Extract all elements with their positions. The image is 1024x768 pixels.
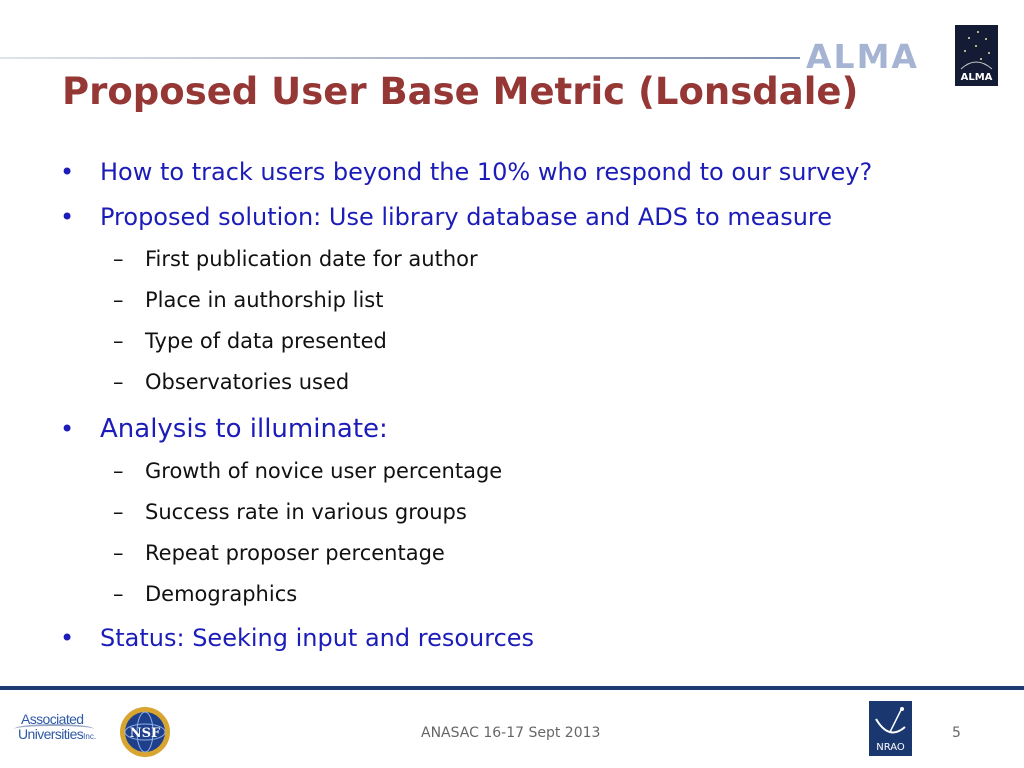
aui-logo-line2-text: Universities [18,726,84,742]
nsf-logo [119,706,171,758]
slide-title: Proposed User Base Metric (Lonsdale) [62,70,859,113]
footer-event-text: ANASAC 16-17 Sept 2013 [421,725,601,741]
sub-bullet-marker: – [113,329,124,353]
header-rule [0,57,800,59]
bullet-item [0,203,1024,232]
sub-bullet-text: Observatories used [145,370,350,394]
aui-logo [18,712,96,744]
sub-bullet-text: Type of data presented [145,329,387,353]
sub-bullet-item [0,499,1024,526]
bullet-list [0,150,1024,653]
sub-bullet-item [0,287,1024,314]
alma-logo [955,25,998,86]
sub-bullet-item [0,458,1024,485]
alma-badge-text: ALMA [960,72,993,83]
sub-bullet-marker: – [113,288,124,312]
sub-bullet-text: Success rate in various groups [145,500,467,524]
sub-bullet-text: Repeat proposer percentage [145,541,445,565]
nrao-logo-text: NRAO [876,742,905,753]
bullet-item [0,624,1024,653]
bullet-marker: • [60,158,75,186]
sub-bullet-text: First publication date for author [145,247,478,271]
bullet-text: How to track users beyond the 10% who respond to our survey? [100,158,873,186]
sub-bullet-text: Place in authorship list [145,288,384,312]
sub-bullet-item [0,581,1024,608]
bullet-marker: • [60,415,75,443]
page-number: 5 [952,725,961,741]
bullet-text: Status: Seeking input and resources [100,624,535,652]
sub-bullet-marker: – [113,582,124,606]
sub-bullet-marker: – [113,541,124,565]
sub-bullet-item [0,328,1024,355]
aui-logo-inc: Inc. [83,732,97,741]
bullet-text: Analysis to illuminate: [100,414,388,444]
sub-bullet-item [0,540,1024,567]
sub-bullet-item [0,246,1024,273]
bullet-marker: • [60,203,75,231]
aui-logo-line1: Associated [21,711,84,727]
sub-bullet-marker: – [113,370,124,394]
sub-bullet-item [0,369,1024,396]
bullet-item [0,415,1024,444]
footer-rule [0,686,1024,690]
sub-bullet-marker: – [113,247,124,271]
nrao-logo [869,701,912,756]
bullet-text: Proposed solution: Use library database and ADS to measure [100,203,833,231]
bullet-item [0,158,1024,187]
sub-bullet-marker: – [113,459,124,483]
alma-wordmark: ALMA [806,37,919,76]
sub-bullet-marker: – [113,500,124,524]
aui-swoosh-icon [14,724,94,734]
nsf-logo-text: NSF [129,726,161,741]
sub-bullet-text: Growth of novice user percentage [145,459,503,483]
sub-bullet-text: Demographics [145,582,298,606]
bullet-marker: • [60,624,75,652]
